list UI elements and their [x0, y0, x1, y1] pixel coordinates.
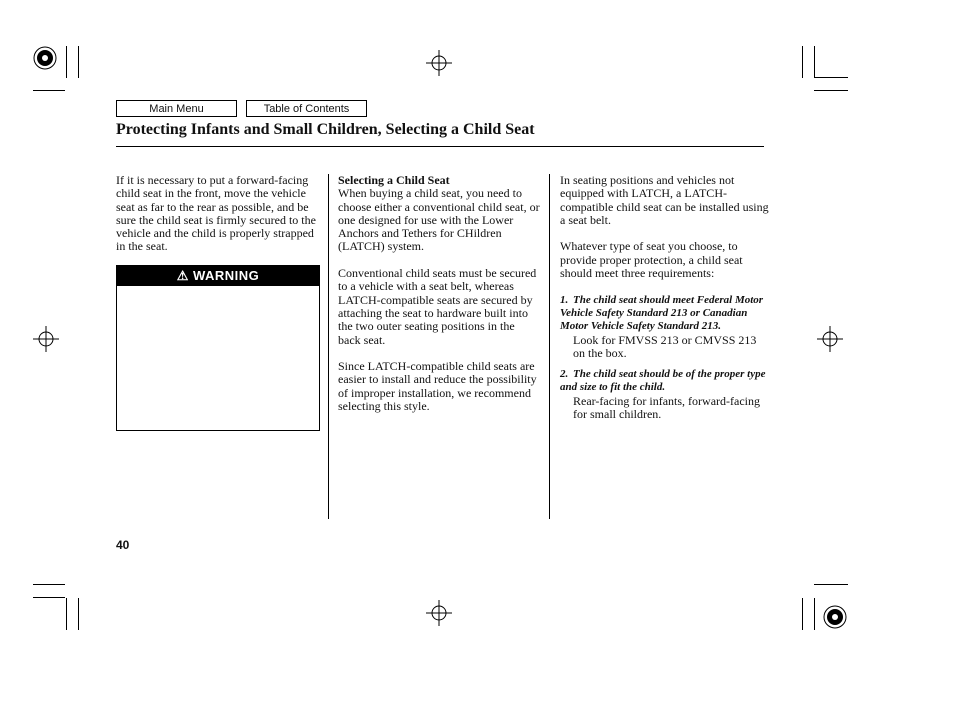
requirement-heading-text: The child seat should be of the proper type and size to fit the child. — [560, 368, 766, 394]
paragraph: In seating positions and vehicles not equipped with LATCH, a LATCH-compatible child seat can be installed using a seat belt. — [560, 173, 769, 227]
requirement-item — [560, 368, 770, 421]
requirement-heading — [560, 368, 770, 395]
requirement-heading — [560, 294, 770, 334]
crop-mark — [802, 598, 803, 630]
crosshair-mark-left — [33, 326, 59, 352]
crop-mark — [78, 46, 79, 78]
column-divider — [328, 174, 329, 519]
column-3 — [560, 174, 770, 429]
table-of-contents-button[interactable]: Table of Contents — [246, 100, 367, 117]
warning-label: WARNING — [192, 268, 260, 283]
crop-mark — [814, 90, 848, 91]
registration-mark-bottom-right — [823, 605, 847, 629]
starburst-icon — [823, 605, 847, 629]
requirement-text: Look for FMVSS 213 or CMVSS 213 on the box. — [573, 332, 757, 360]
warning-box — [116, 265, 320, 431]
warning-triangle-icon: ⚠ — [176, 268, 189, 283]
page-title: Protecting Infants and Small Children, Selecting a Child Seat — [116, 121, 535, 138]
crosshair-mark-right — [817, 326, 843, 352]
crop-mark — [33, 597, 65, 598]
main-menu-button[interactable]: Main Menu — [116, 100, 237, 117]
crosshair-mark-top — [426, 50, 452, 76]
starburst-icon — [33, 46, 57, 70]
crop-mark — [66, 598, 67, 630]
crop-mark — [33, 90, 65, 91]
section-heading: Selecting a Child Seat — [338, 173, 450, 187]
requirement-heading-text: The child seat should meet Federal Motor Vehicle Safety Standard 213 or Canadian Motor Vehicle Safety Standard 213. — [560, 293, 764, 333]
column-divider — [549, 174, 550, 519]
crosshair-mark-bottom — [426, 600, 452, 626]
crop-mark — [814, 598, 815, 630]
crop-mark — [814, 584, 848, 585]
column-2 — [338, 174, 540, 427]
paragraph: Whatever type of seat you choose, to provide proper protection, a child seat should meet three requirements: — [560, 239, 743, 281]
paragraph: Conventional child seats must be secured to a vehicle with a seat belt, whereas LATCH-compatible seats are secured by attaching the seat to hardware built into the two outer seating positions in the back seat. — [338, 266, 537, 347]
title-rule — [116, 146, 764, 147]
crop-mark — [33, 584, 65, 585]
requirement-text: Rear-facing for infants, forward-facing for small children. — [573, 393, 761, 422]
page-number: 40 — [116, 538, 130, 552]
registration-mark-top-left — [33, 46, 57, 70]
requirement-number: 2. — [560, 368, 569, 381]
column-1 — [116, 174, 322, 267]
warning-header — [117, 266, 319, 286]
intro-paragraph: If it is necessary to put a forward-facing child seat in the front, move the vehicle seat as far to the rear as possible, and be sure the child seat is firmly secured to the vehicle and the child is properly strapped in the seat. — [116, 173, 316, 254]
crop-mark — [66, 46, 67, 78]
requirement-item — [560, 294, 770, 360]
requirement-number: 1. — [560, 293, 569, 306]
crop-mark — [802, 46, 803, 78]
paragraph: When buying a child seat, you need to choose either a conventional child seat, or one designed for use with the Lower Anchors and Tethers for CHildren (LATCH) system. — [338, 186, 540, 254]
paragraph: Since LATCH-compatible child seats are easier to install and reduce the possibility of improper installation, we recommend selecting this style. — [338, 359, 537, 414]
crop-mark — [814, 46, 815, 78]
crop-mark — [814, 77, 848, 78]
crop-mark — [78, 598, 79, 630]
